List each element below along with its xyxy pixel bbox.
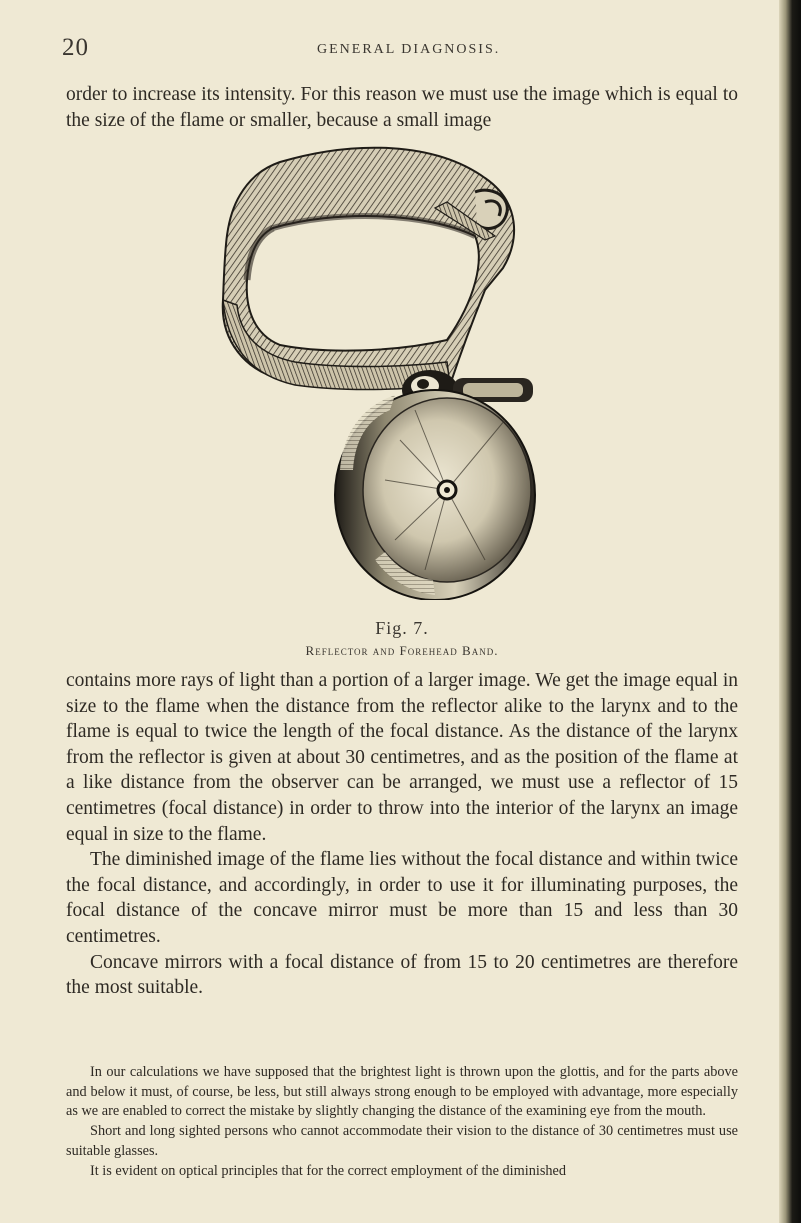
note-paragraph: It is evident on optical principles that for the correct employment of the diminished [90, 1162, 567, 1179]
page-number: 20 [62, 34, 89, 61]
paragraph: Concave mirrors with a focal distance of from 15 to 20 centimetres are therefore the most suitable. [66, 951, 738, 999]
paragraph: contains more rays of light than a portion of a larger image. We get the image equal in size to the flame when the distance from the reflector alike to the larynx and to the flame is equal to twice the length of the focal distance. As the distance of the larynx from the reflector is given at about 30 centimetres, and as the position of the flame at a like distance from the observer can be arranged, we must use a reflector of 15 centimetres (focal distance) in order to throw into the interior of the larynx an image equal in size to the flame. [66, 670, 738, 845]
running-head: GENERAL DIAGNOSIS. [317, 42, 501, 57]
page-edge-shadow [779, 0, 801, 1223]
forehead-band [223, 148, 514, 390]
figure-label: Fig. 7. [375, 618, 429, 638]
paragraph: The diminished image of the flame lies without the focal distance and within twice the focal distance, and accordingly, in order to use it for illuminating purposes, the focal distance of the concave mirror must be more than 15 and less than 30 centimetres. [66, 849, 738, 947]
figure-title: Reflector and Forehead Band. [305, 643, 499, 658]
figure-caption [66, 618, 738, 659]
page-header [62, 34, 762, 64]
note-paragraph: In our calculations we have supposed that the brightest light is thrown upon the glottis, and for the parts above and below it must, of course, be less, but still always strong enough to be employed with advantage, more especially as we are enabled to correct the mistake by slightly changing the distance of the examining eye from the mouth. [66, 1064, 738, 1120]
intro-paragraph: order to increase its intensity. For this reason we must use the image which is equal to the size of the flame or smaller, because a small image [66, 84, 738, 131]
intro-text [66, 82, 738, 133]
notes-section [66, 1063, 738, 1181]
note-paragraph: Short and long sighted persons who cannot accommodate their vision to the distance of 30 centimetres must use suitable glasses. [66, 1123, 738, 1159]
concave-mirror [335, 390, 535, 600]
reflector-forehead-band-illustration [185, 140, 615, 600]
main-text [66, 668, 738, 1001]
